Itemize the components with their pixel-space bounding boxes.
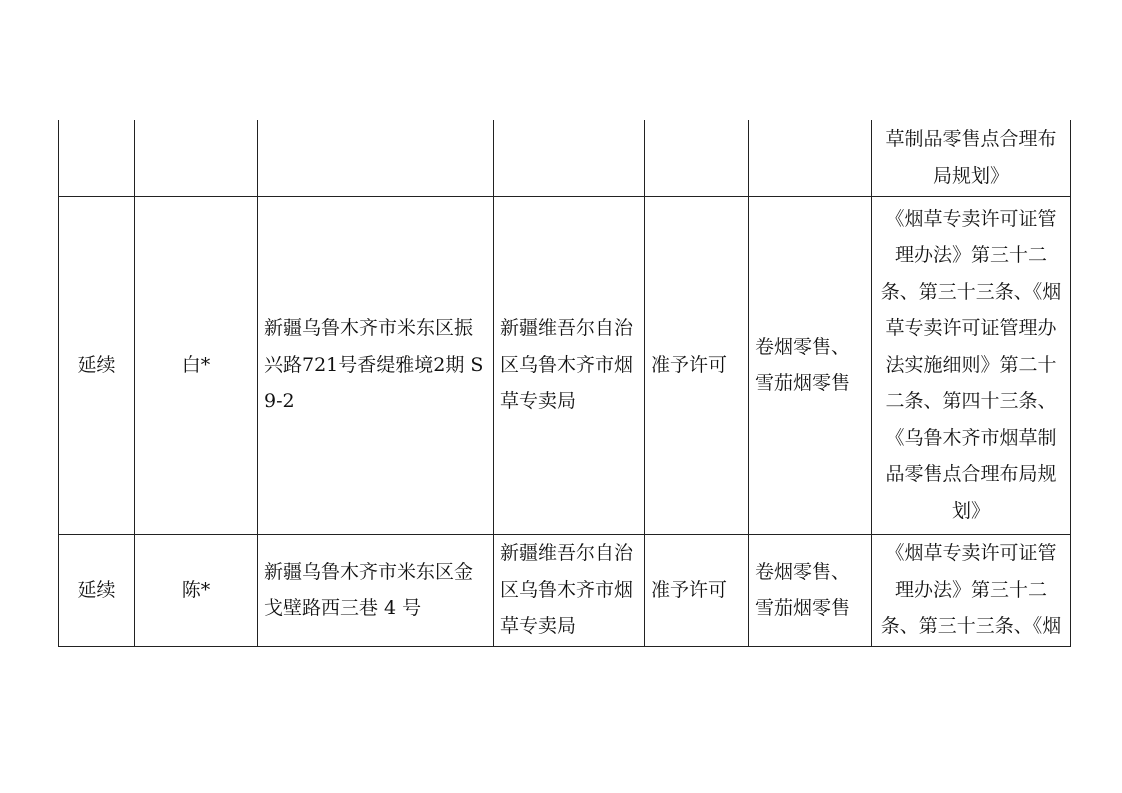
table-row [59,120,1071,196]
applicant-name-cell [135,120,258,196]
table-row [59,196,1071,534]
business-scope-cell: 卷烟零售、雪茄烟零售 [749,196,872,534]
license-type-cell [59,120,135,196]
address-cell: 新疆乌鲁木齐市米东区金戈壁路西三巷 4 号 [258,534,494,646]
applicant-name-cell: 白* [135,196,258,534]
address-cell: 新疆乌鲁木齐市米东区振兴路721号香缇雅境2期 S9-2 [258,196,494,534]
decision-cell: 准予许可 [645,534,749,646]
decision-cell: 准予许可 [645,196,749,534]
legal-basis-cell: 草制品零售点合理布局规划》 [872,120,1071,196]
legal-basis-cell: 《烟草专卖许可证管理办法》第三十二条、第三十三条、《烟 [872,534,1071,646]
applicant-name-cell: 陈* [135,534,258,646]
legal-basis-cell: 《烟草专卖许可证管理办法》第三十二条、第三十三条、《烟草专卖许可证管理办法实施细则》第二十二条、第四十三条、《乌鲁木齐市烟草制品零售点合理布局规划》 [872,196,1071,534]
business-scope-cell [749,120,872,196]
license-type-cell: 延续 [59,196,135,534]
table-row [59,534,1071,646]
authority-cell: 新疆维吾尔自治区乌鲁木齐市烟草专卖局 [494,534,645,646]
authority-cell: 新疆维吾尔自治区乌鲁木齐市烟草专卖局 [494,196,645,534]
address-cell [258,120,494,196]
business-scope-cell: 卷烟零售、雪茄烟零售 [749,534,872,646]
permit-table [58,120,1071,647]
license-type-cell: 延续 [59,534,135,646]
decision-cell [645,120,749,196]
authority-cell [494,120,645,196]
